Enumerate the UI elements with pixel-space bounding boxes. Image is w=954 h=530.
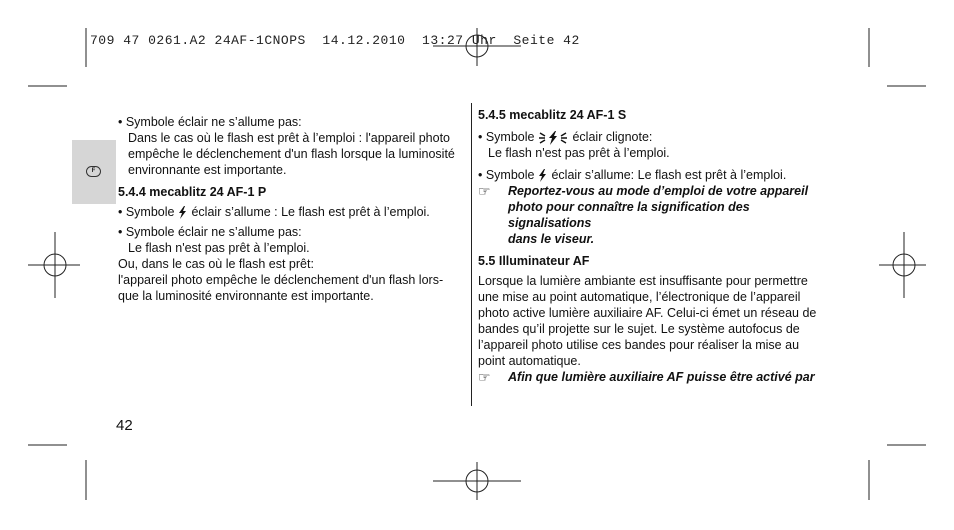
note-camera-manual	[478, 183, 834, 247]
text-line: bandes qu’il projette sur le sujet. Le système autofocus de	[478, 322, 800, 336]
note-line: Afin que lumière auxiliaire AF puisse être activé par	[508, 370, 815, 384]
bullet-text: éclair s’allume: Le flash est prêt à l’emploi.	[551, 168, 787, 182]
lightning-icon	[178, 206, 187, 219]
bullet-flash-lit	[118, 204, 468, 220]
bullet-no-flash-title: • Symbole éclair ne s’allume pas:	[118, 115, 302, 129]
registration-mark-right	[879, 232, 926, 298]
page-number: 42	[116, 417, 133, 434]
pointing-hand-icon: ☞	[478, 369, 491, 385]
column-divider	[471, 103, 472, 406]
pointing-hand-icon: ☞	[478, 183, 491, 199]
registration-mark-bottom	[433, 462, 521, 500]
bullet-no-flash-title: • Symbole éclair ne s’allume pas:	[118, 225, 302, 239]
bullet-text: • Symbole	[478, 130, 535, 144]
left-column	[118, 114, 468, 304]
lightning-icon	[538, 169, 547, 182]
blinking-lightning-icon	[538, 131, 568, 145]
text-line: point automatique.	[478, 354, 581, 368]
note-line: Reportez-vous au mode d’emploi de votre appareil	[508, 184, 809, 198]
text-line: une mise au point automatique, l’électronique de l’appareil	[478, 290, 801, 304]
text-line: que la luminosité environnante est importante.	[118, 289, 374, 303]
bullet-flash-blinking	[478, 129, 834, 145]
section-heading-545: 5.4.5 mecablitz 24 AF-1 S	[478, 108, 627, 122]
registration-mark-left	[28, 232, 80, 298]
text-line: photo active lumière auxiliaire AF. Celui-ci émet un réseau de	[478, 306, 817, 320]
section-heading-544: 5.4.4 mecablitz 24 AF-1 P	[118, 185, 267, 199]
text-line: Dans le cas où le flash est prêt à l’emploi : l'appareil photo	[128, 131, 451, 145]
note-line: photo pour connaître la signification des signalisations	[508, 200, 750, 230]
text-line: Le flash n'est pas prêt à l’emploi.	[488, 146, 670, 160]
text-line: empêche le déclenchement d'un flash lorsque la luminosité	[128, 147, 455, 161]
text-line: l’appareil photo utilise ces bandes pour réaliser la mise au	[478, 338, 800, 352]
bullet-text: • Symbole	[478, 168, 535, 182]
bullet-text: éclair clignote:	[572, 130, 653, 144]
text-line: Ou, dans le cas où le flash est prêt:	[118, 257, 314, 271]
text-line: Le flash n'est pas prêt à l’emploi.	[128, 241, 310, 255]
text-line: environnante est importante.	[128, 163, 287, 177]
text-line: Lorsque la lumière ambiante est insuffisante pour permettre	[478, 274, 808, 288]
note-line: dans le viseur.	[508, 232, 595, 246]
registration-mark-top	[433, 28, 521, 66]
note-af-illuminator	[478, 369, 834, 385]
text-line: l'appareil photo empêche le déclenchement d'un flash lors-	[118, 273, 444, 287]
language-tab-letter: F	[86, 166, 101, 177]
bullet-flash-lit	[478, 167, 834, 183]
print-slug-header: 709 47 0261.A2 24AF-1CNOPS 14.12.2010 13:27 Uhr Seite 42	[90, 33, 580, 48]
right-column	[478, 107, 834, 385]
language-tab	[72, 140, 116, 204]
section-heading-55: 5.5 Illuminateur AF	[478, 254, 590, 268]
bullet-text: éclair s’allume : Le flash est prêt à l’emploi.	[191, 205, 430, 219]
bullet-text: • Symbole	[118, 205, 175, 219]
